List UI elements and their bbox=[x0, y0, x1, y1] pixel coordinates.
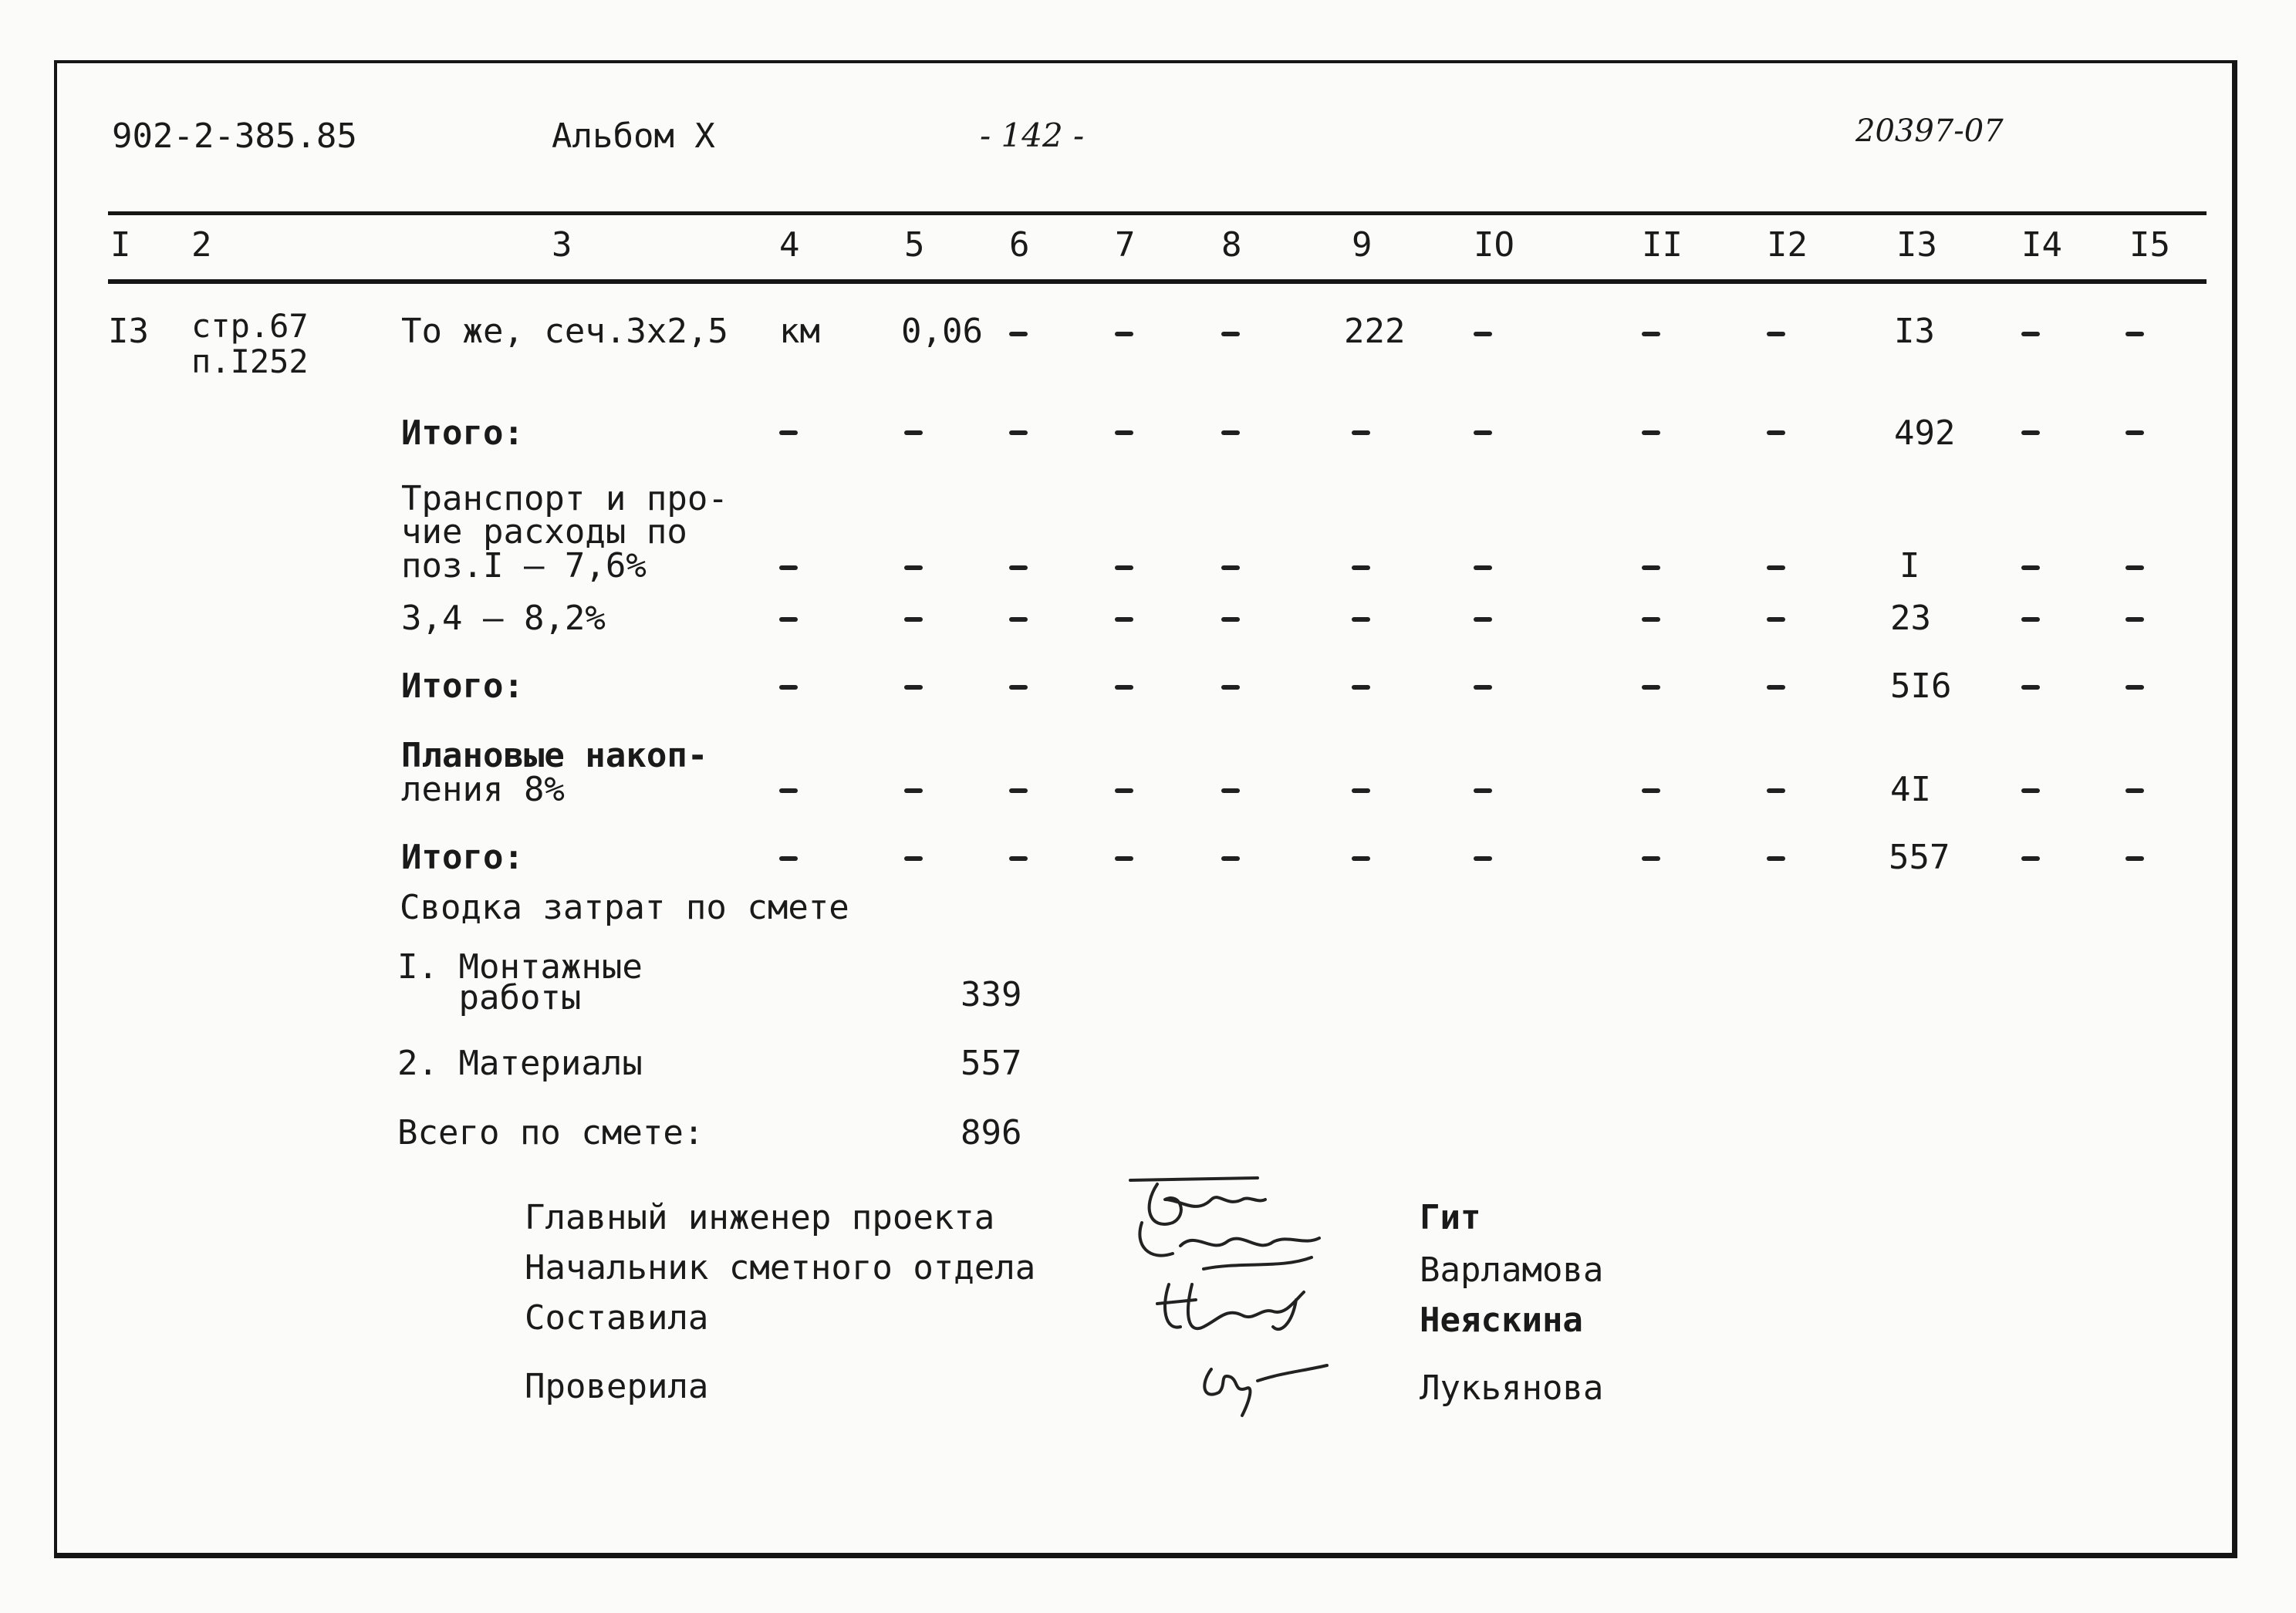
handwritten-signatures bbox=[1126, 1169, 1404, 1446]
cell-dash bbox=[1767, 788, 1785, 793]
cell-dash bbox=[2021, 332, 2040, 336]
cell-dash bbox=[1221, 332, 1240, 336]
cell-dash bbox=[1767, 332, 1785, 336]
cell-dash bbox=[1642, 788, 1660, 793]
col-header-6: 6 bbox=[1009, 225, 1030, 265]
row-description: Плановые накоп- bbox=[401, 736, 708, 775]
cell-col13: 557 bbox=[1889, 838, 1950, 877]
row-description: Итого: bbox=[401, 666, 524, 706]
cell-dash bbox=[1642, 332, 1660, 336]
cell-dash bbox=[1474, 617, 1492, 622]
summary-item-value: 339 bbox=[961, 975, 1022, 1014]
doc-code: 902-2-385.85 bbox=[112, 116, 357, 156]
row-description: Транспорт и про- bbox=[401, 479, 728, 518]
cell-dash bbox=[779, 788, 798, 793]
col-header-15: I5 bbox=[2129, 225, 2170, 265]
cell-dash bbox=[904, 565, 923, 570]
signature-stroke bbox=[1130, 1178, 1258, 1180]
cell-dash bbox=[1115, 430, 1133, 435]
cell-dash bbox=[1115, 685, 1133, 690]
cell-dash bbox=[1642, 617, 1660, 622]
cell-dash bbox=[1009, 617, 1028, 622]
col-header-2: 2 bbox=[191, 225, 212, 265]
col-header-11: II bbox=[1642, 225, 1683, 265]
signature-stroke bbox=[1204, 1365, 1327, 1416]
cell-dash bbox=[1474, 788, 1492, 793]
cell-dash bbox=[1352, 856, 1370, 861]
cell-dash bbox=[1221, 430, 1240, 435]
cell-dash bbox=[1474, 565, 1492, 570]
cell-dash bbox=[2021, 617, 2040, 622]
summary-item-label: 2. Материалы bbox=[397, 1044, 643, 1083]
cell-dash bbox=[1642, 685, 1660, 690]
signature-role: Составила bbox=[525, 1298, 709, 1338]
cell-dash bbox=[1221, 856, 1240, 861]
cell-dash bbox=[1009, 856, 1028, 861]
summary-item-label: I. Монтажные bbox=[397, 947, 643, 987]
cell-col13: 23 bbox=[1890, 599, 1931, 638]
cell-dash bbox=[1221, 788, 1240, 793]
row-description: ления 8% bbox=[401, 770, 565, 809]
row-description: То же, сеч.3х2,5 bbox=[401, 312, 728, 351]
cell-dash bbox=[1352, 617, 1370, 622]
signature-role: Начальник сметного отдела bbox=[525, 1248, 1036, 1287]
cell-dash bbox=[1767, 430, 1785, 435]
col-header-7: 7 bbox=[1115, 225, 1136, 265]
cell-dash bbox=[1642, 856, 1660, 861]
cell-dash bbox=[779, 565, 798, 570]
summary-item-value: 557 bbox=[961, 1044, 1022, 1083]
signature-stroke bbox=[1150, 1184, 1265, 1224]
cell-col13: I bbox=[1899, 546, 1920, 585]
cell-dash bbox=[1642, 565, 1660, 570]
row-description: Итого: bbox=[401, 838, 524, 877]
cell-dash bbox=[1221, 565, 1240, 570]
col-header-8: 8 bbox=[1221, 225, 1242, 265]
cell-dash bbox=[1009, 332, 1028, 336]
cell-dash bbox=[1221, 617, 1240, 622]
cell-dash bbox=[1115, 565, 1133, 570]
cell-dash bbox=[1115, 332, 1133, 336]
signature-name: Лукьянова bbox=[1420, 1368, 1604, 1408]
cell-dash bbox=[904, 430, 923, 435]
cell-dash bbox=[1767, 617, 1785, 622]
col-header-13: I3 bbox=[1896, 225, 1937, 265]
cell-dash bbox=[1474, 430, 1492, 435]
cell-dash bbox=[779, 856, 798, 861]
signature-stroke bbox=[1140, 1223, 1319, 1256]
cell-dash bbox=[904, 788, 923, 793]
cell-col9: 222 bbox=[1344, 312, 1406, 351]
cell-dash bbox=[2021, 430, 2040, 435]
cell-dash bbox=[1352, 788, 1370, 793]
cell-dash bbox=[2021, 856, 2040, 861]
summary-total-value: 896 bbox=[961, 1113, 1022, 1152]
cell-dash bbox=[1474, 685, 1492, 690]
cell-dash bbox=[904, 856, 923, 861]
cell-dash bbox=[1009, 685, 1028, 690]
cell-dash bbox=[1115, 617, 1133, 622]
sheet-code: 20397-07 bbox=[1855, 113, 2004, 149]
cell-dash bbox=[1352, 685, 1370, 690]
signature-name: Гит bbox=[1420, 1198, 1481, 1237]
col-header-10: IO bbox=[1474, 225, 1514, 265]
cell-dash bbox=[904, 617, 923, 622]
cell-dash bbox=[2125, 685, 2144, 690]
col-header-9: 9 bbox=[1352, 225, 1373, 265]
row-description: чие расходы по bbox=[401, 512, 687, 552]
row-reference: стр.67 bbox=[191, 307, 309, 345]
cell-col5: 0,06 bbox=[901, 312, 983, 351]
row-description: Итого: bbox=[401, 413, 524, 453]
page-number: - 142 - bbox=[980, 116, 1085, 154]
row-number: I3 bbox=[108, 312, 149, 351]
cell-dash bbox=[1352, 565, 1370, 570]
cell-dash bbox=[2125, 788, 2144, 793]
row-unit: км bbox=[779, 312, 820, 351]
cell-dash bbox=[2125, 856, 2144, 861]
signature-role: Главный инженер проекта bbox=[525, 1198, 995, 1237]
table-top-rule bbox=[108, 211, 2207, 215]
row-description: поз.I – 7,6% bbox=[401, 546, 647, 585]
cell-col13: 4I bbox=[1890, 770, 1931, 809]
col-header-1: I bbox=[110, 225, 131, 265]
col-header-5: 5 bbox=[904, 225, 925, 265]
cell-dash bbox=[779, 685, 798, 690]
cell-col13: 492 bbox=[1894, 413, 1956, 453]
cell-dash bbox=[1221, 685, 1240, 690]
col-header-3: 3 bbox=[552, 225, 572, 265]
cell-dash bbox=[2125, 332, 2144, 336]
signature-role: Проверила bbox=[525, 1367, 709, 1406]
cell-col13: I3 bbox=[1894, 312, 1935, 351]
summary-item-label: работы bbox=[397, 978, 582, 1017]
cell-dash bbox=[1009, 788, 1028, 793]
row-reference: п.I252 bbox=[191, 343, 309, 380]
cell-dash bbox=[2125, 565, 2144, 570]
cell-dash bbox=[1474, 856, 1492, 861]
table-header-rule bbox=[108, 279, 2207, 284]
col-header-4: 4 bbox=[779, 225, 800, 265]
cell-dash bbox=[1009, 430, 1028, 435]
cell-dash bbox=[1767, 685, 1785, 690]
signature-stroke bbox=[1204, 1257, 1312, 1269]
cell-dash bbox=[779, 617, 798, 622]
summary-total-label: Всего по смете: bbox=[397, 1113, 704, 1152]
signature-name: Неяскина bbox=[1420, 1301, 1583, 1340]
row-description: 3,4 – 8,2% bbox=[401, 599, 606, 638]
cell-dash bbox=[1767, 565, 1785, 570]
cell-dash bbox=[1115, 856, 1133, 861]
signature-stroke bbox=[1157, 1284, 1304, 1329]
signature-name: Варламова bbox=[1420, 1250, 1604, 1290]
cell-dash bbox=[1115, 788, 1133, 793]
cell-col13: 5I6 bbox=[1890, 666, 1952, 706]
cell-dash bbox=[2021, 565, 2040, 570]
cell-dash bbox=[1352, 430, 1370, 435]
cell-dash bbox=[1642, 430, 1660, 435]
cell-dash bbox=[779, 430, 798, 435]
cell-dash bbox=[1767, 856, 1785, 861]
cell-dash bbox=[1009, 565, 1028, 570]
cell-dash bbox=[1474, 332, 1492, 336]
cell-dash bbox=[2021, 685, 2040, 690]
cell-dash bbox=[2021, 788, 2040, 793]
cell-dash bbox=[2125, 430, 2144, 435]
col-header-12: I2 bbox=[1767, 225, 1808, 265]
summary-title: Сводка затрат по смете bbox=[400, 888, 849, 927]
cell-dash bbox=[2125, 617, 2144, 622]
col-header-14: I4 bbox=[2021, 225, 2062, 265]
album-label: Альбом X bbox=[552, 116, 715, 156]
cell-dash bbox=[904, 685, 923, 690]
